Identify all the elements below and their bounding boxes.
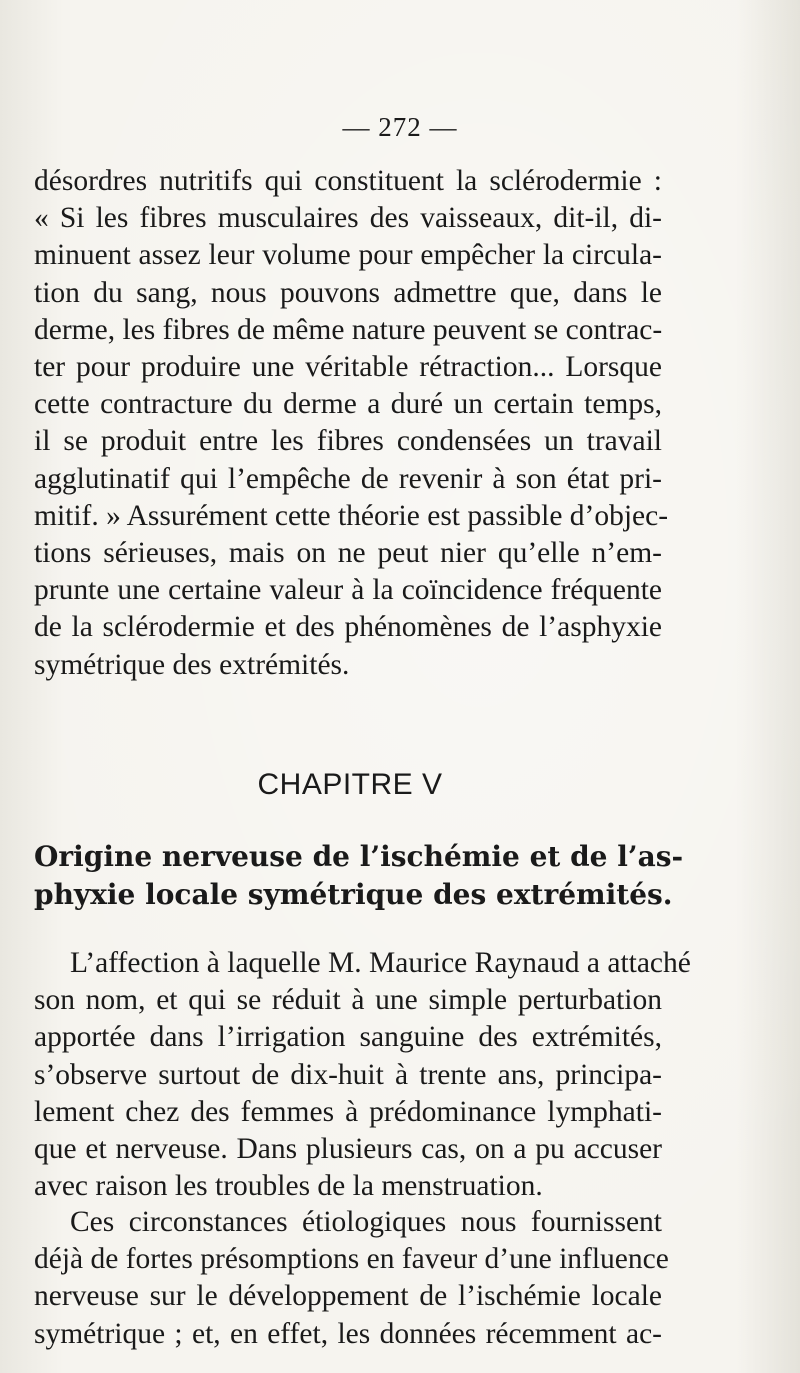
text-line: minuent assez leur volume pour empêcher la circula- [34,239,662,272]
chapter-title [34,838,684,914]
text-line: symétrique des extrémités. [34,648,350,681]
text-line: agglutinatif qui l’empêche de revenir à son état pri- [34,462,662,495]
text-line: désordres nutritifs qui constituent la sclérodermie : [34,165,662,197]
text-line: déjà de fortes présomptions en faveur d’une influence [34,1243,669,1276]
text-line: ter pour produire une véritable rétraction... Lorsque [34,351,662,384]
text-line: derme, les fibres de même nature peuvent se contrac- [34,313,663,346]
paragraph-etiology [34,1204,669,1353]
text-line: Ces circonstances étiologiques nous fournissent [70,1206,662,1238]
title-line: phyxie locale symétrique des extrémités. [34,878,673,911]
paragraph-raynaud [34,945,691,1205]
text-line: il se produit entre les fibres condensées un travail [34,425,662,458]
text-line: mitif. » Assurément cette théorie est passible d’objec- [34,499,669,532]
text-line: avec raison les troubles de la menstruation. [34,1170,543,1203]
text-line: tions sérieuses, mais on ne peut nier qu’elle n’em- [34,537,662,570]
text-line: s’observe surtout de dix-huit à trente ans, principa- [34,1058,662,1091]
text-line: lement chez des femmes à prédominance lymphati- [34,1095,662,1128]
text-line: de la sclérodermie et des phénomènes de l’asphyxie [34,611,662,644]
text-line: apportée dans l’irrigation sanguine des extrémités, [34,1021,662,1054]
title-line: Origine nerveuse de l’ischémie et de l’as- [34,840,684,873]
chapter-heading: CHAPITRE V [257,768,443,801]
text-line: nerveuse sur le développement de l’ischémie locale [34,1280,662,1313]
text-line: « Si les fibres musculaires des vaisseaux, dit-il, di- [34,202,662,235]
paragraph-continued [34,163,669,684]
text-line: que et nerveuse. Dans plusieurs cas, on a pu accuser [34,1133,662,1166]
text-line: symétrique ; et, en effet, les données récemment ac- [34,1317,662,1350]
page-number: — 272 — [342,112,458,142]
text-line: son nom, et qui se réduit à une simple perturbation [34,984,662,1017]
text-line: L’affection à laquelle M. Maurice Raynaud a attaché [70,947,691,979]
text-line: prunte une certaine valeur à la coïncidence fréquente [34,574,662,607]
text-line: cette contracture du derme a duré un certain temps, [34,388,662,421]
text-line: tion du sang, nous pouvons admettre que, dans le [34,276,662,309]
